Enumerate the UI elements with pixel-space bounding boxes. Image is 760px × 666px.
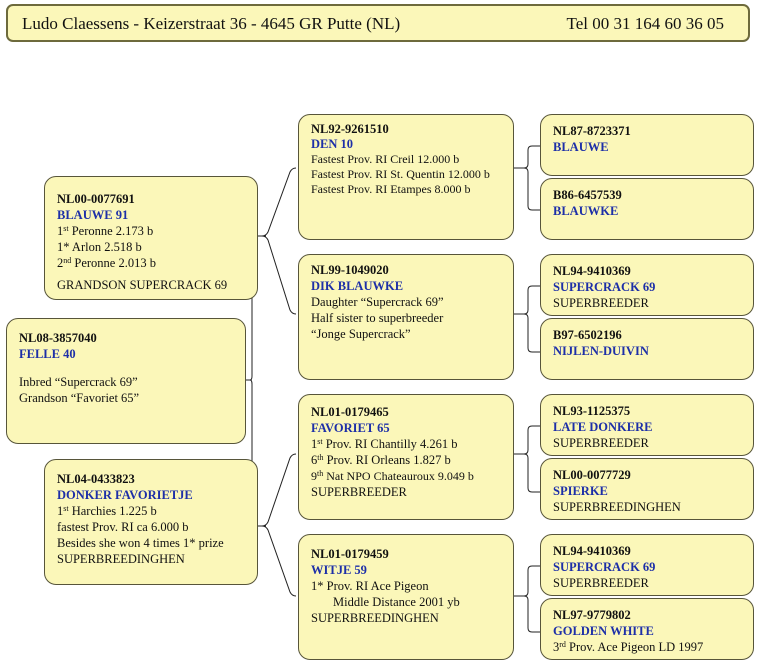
pigeon-card-dam-dam	[298, 534, 514, 660]
ring-number: NL94-9410369	[553, 264, 631, 278]
pigeon-card-sire-dam	[298, 254, 514, 380]
pigeon-card-ggp-5	[540, 394, 754, 456]
pigeon-name: FELLE 40	[19, 347, 76, 361]
pedigree-note: GRANDSON SUPERCRACK 69	[57, 278, 228, 292]
ring-number: NL04-0433823	[57, 472, 135, 486]
race-result: 1* Prov. RI Ace Pigeon	[311, 579, 429, 593]
race-result: Besides she won 4 times 1* prize	[57, 536, 224, 550]
pigeon-card-ggp-8	[540, 598, 754, 660]
ring-number: B86-6457539	[553, 188, 622, 202]
pigeon-card-ggp-1	[540, 114, 754, 176]
race-result: 3rd Prov. Ace Pigeon LD 1997	[553, 640, 704, 654]
pigeon-card-ggp-6	[540, 458, 754, 520]
pigeon-name: DEN 10	[311, 137, 354, 151]
pigeon-card-dam-sire	[298, 394, 514, 520]
pigeon-card-ggp-7	[540, 534, 754, 596]
race-result: Fastest Prov. RI Creil 12.000 b	[311, 152, 460, 166]
pigeon-card-ggp-4	[540, 318, 754, 380]
ring-number: B97-6502196	[553, 328, 622, 342]
pedigree-note: SUPERBREEDER	[553, 296, 649, 310]
ring-number: NL00-0077729	[553, 468, 631, 482]
pigeon-card-sire-sire	[298, 114, 514, 240]
pedigree-note: Half sister to superbreeder	[311, 311, 444, 325]
ring-number: NL01-0179459	[311, 547, 389, 561]
ring-number: NL99-1049020	[311, 263, 389, 277]
owner-address: Ludo Claessens - Keizerstraat 36 - 4645 GR Putte (NL)	[22, 14, 401, 33]
pigeon-name: BLAUWE 91	[57, 208, 129, 222]
ring-number: NL93-1125375	[553, 404, 631, 418]
pedigree-note: “Jonge Supercrack”	[311, 327, 411, 341]
race-result: 1st Harchies 1.225 b	[57, 504, 157, 518]
ring-number: NL01-0179465	[311, 405, 389, 419]
ring-number: NL87-8723371	[553, 124, 631, 138]
race-result: 9th Nat NPO Chateauroux 9.049 b	[311, 469, 474, 483]
pigeon-name: SPIERKE	[553, 484, 608, 498]
pigeon-card-ggp-2	[540, 178, 754, 240]
pigeon-name: NIJLEN-DUIVIN	[553, 344, 649, 358]
pedigree-note: SUPERBREEDER	[553, 576, 649, 590]
pigeon-name: BLAUWE	[553, 140, 609, 154]
race-result: Fastest Prov. RI St. Quentin 12.000 b	[311, 167, 490, 181]
ring-number: NL97-9779802	[553, 608, 631, 622]
pedigree-note: Daughter “Supercrack 69”	[311, 295, 444, 309]
pigeon-name: WITJE 59	[311, 563, 367, 577]
pedigree-note: Inbred “Supercrack 69”	[19, 375, 138, 389]
ring-number: NL00-0077691	[57, 192, 135, 206]
pigeon-name: DONKER FAVORIETJE	[57, 488, 193, 502]
pigeon-name: FAVORIET 65	[311, 421, 390, 435]
pigeon-name: BLAUWKE	[553, 204, 619, 218]
race-result: 6th Prov. RI Orleans 1.827 b	[311, 453, 451, 467]
pigeon-name: SUPERCRACK 69	[553, 560, 656, 574]
ring-number: NL08-3857040	[19, 331, 97, 345]
race-result: 2nd Peronne 2.013 b	[57, 256, 156, 270]
race-result: 1st Prov. RI Chantilly 4.261 b	[311, 437, 458, 451]
race-result: Middle Distance 2001 yb	[333, 595, 460, 609]
race-result: fastest Prov. RI ca 6.000 b	[57, 520, 189, 534]
ring-number: NL92-9261510	[311, 122, 389, 136]
pigeon-card-sire	[44, 176, 258, 300]
race-result: Fastest Prov. RI Etampes 8.000 b	[311, 182, 471, 196]
pigeon-card-dam	[44, 459, 258, 585]
pigeon-name: GOLDEN WHITE	[553, 624, 654, 638]
pedigree-note: SUPERBREEDINGHEN	[57, 552, 185, 566]
pedigree-note: SUPERBREEDINGHEN	[311, 611, 439, 625]
race-result: 1st Peronne 2.173 b	[57, 224, 154, 238]
pigeon-name: SUPERCRACK 69	[553, 280, 656, 294]
pedigree-note: SUPERBREEDER	[553, 436, 649, 450]
pigeon-name: LATE DONKERE	[553, 420, 653, 434]
race-result: 1* Arlon 2.518 b	[57, 240, 142, 254]
owner-phone: Tel 00 31 164 60 36 05	[566, 14, 724, 33]
pigeon-card-ggp-3	[540, 254, 754, 316]
pedigree-note: SUPERBREEDINGHEN	[553, 500, 681, 514]
pedigree-note: Grandson “Favoriet 65”	[19, 391, 140, 405]
pedigree-note: SUPERBREEDER	[311, 485, 407, 499]
pigeon-name: DIK BLAUWKE	[311, 279, 404, 293]
ring-number: NL94-9410369	[553, 544, 631, 558]
pigeon-card-subject	[6, 318, 246, 444]
